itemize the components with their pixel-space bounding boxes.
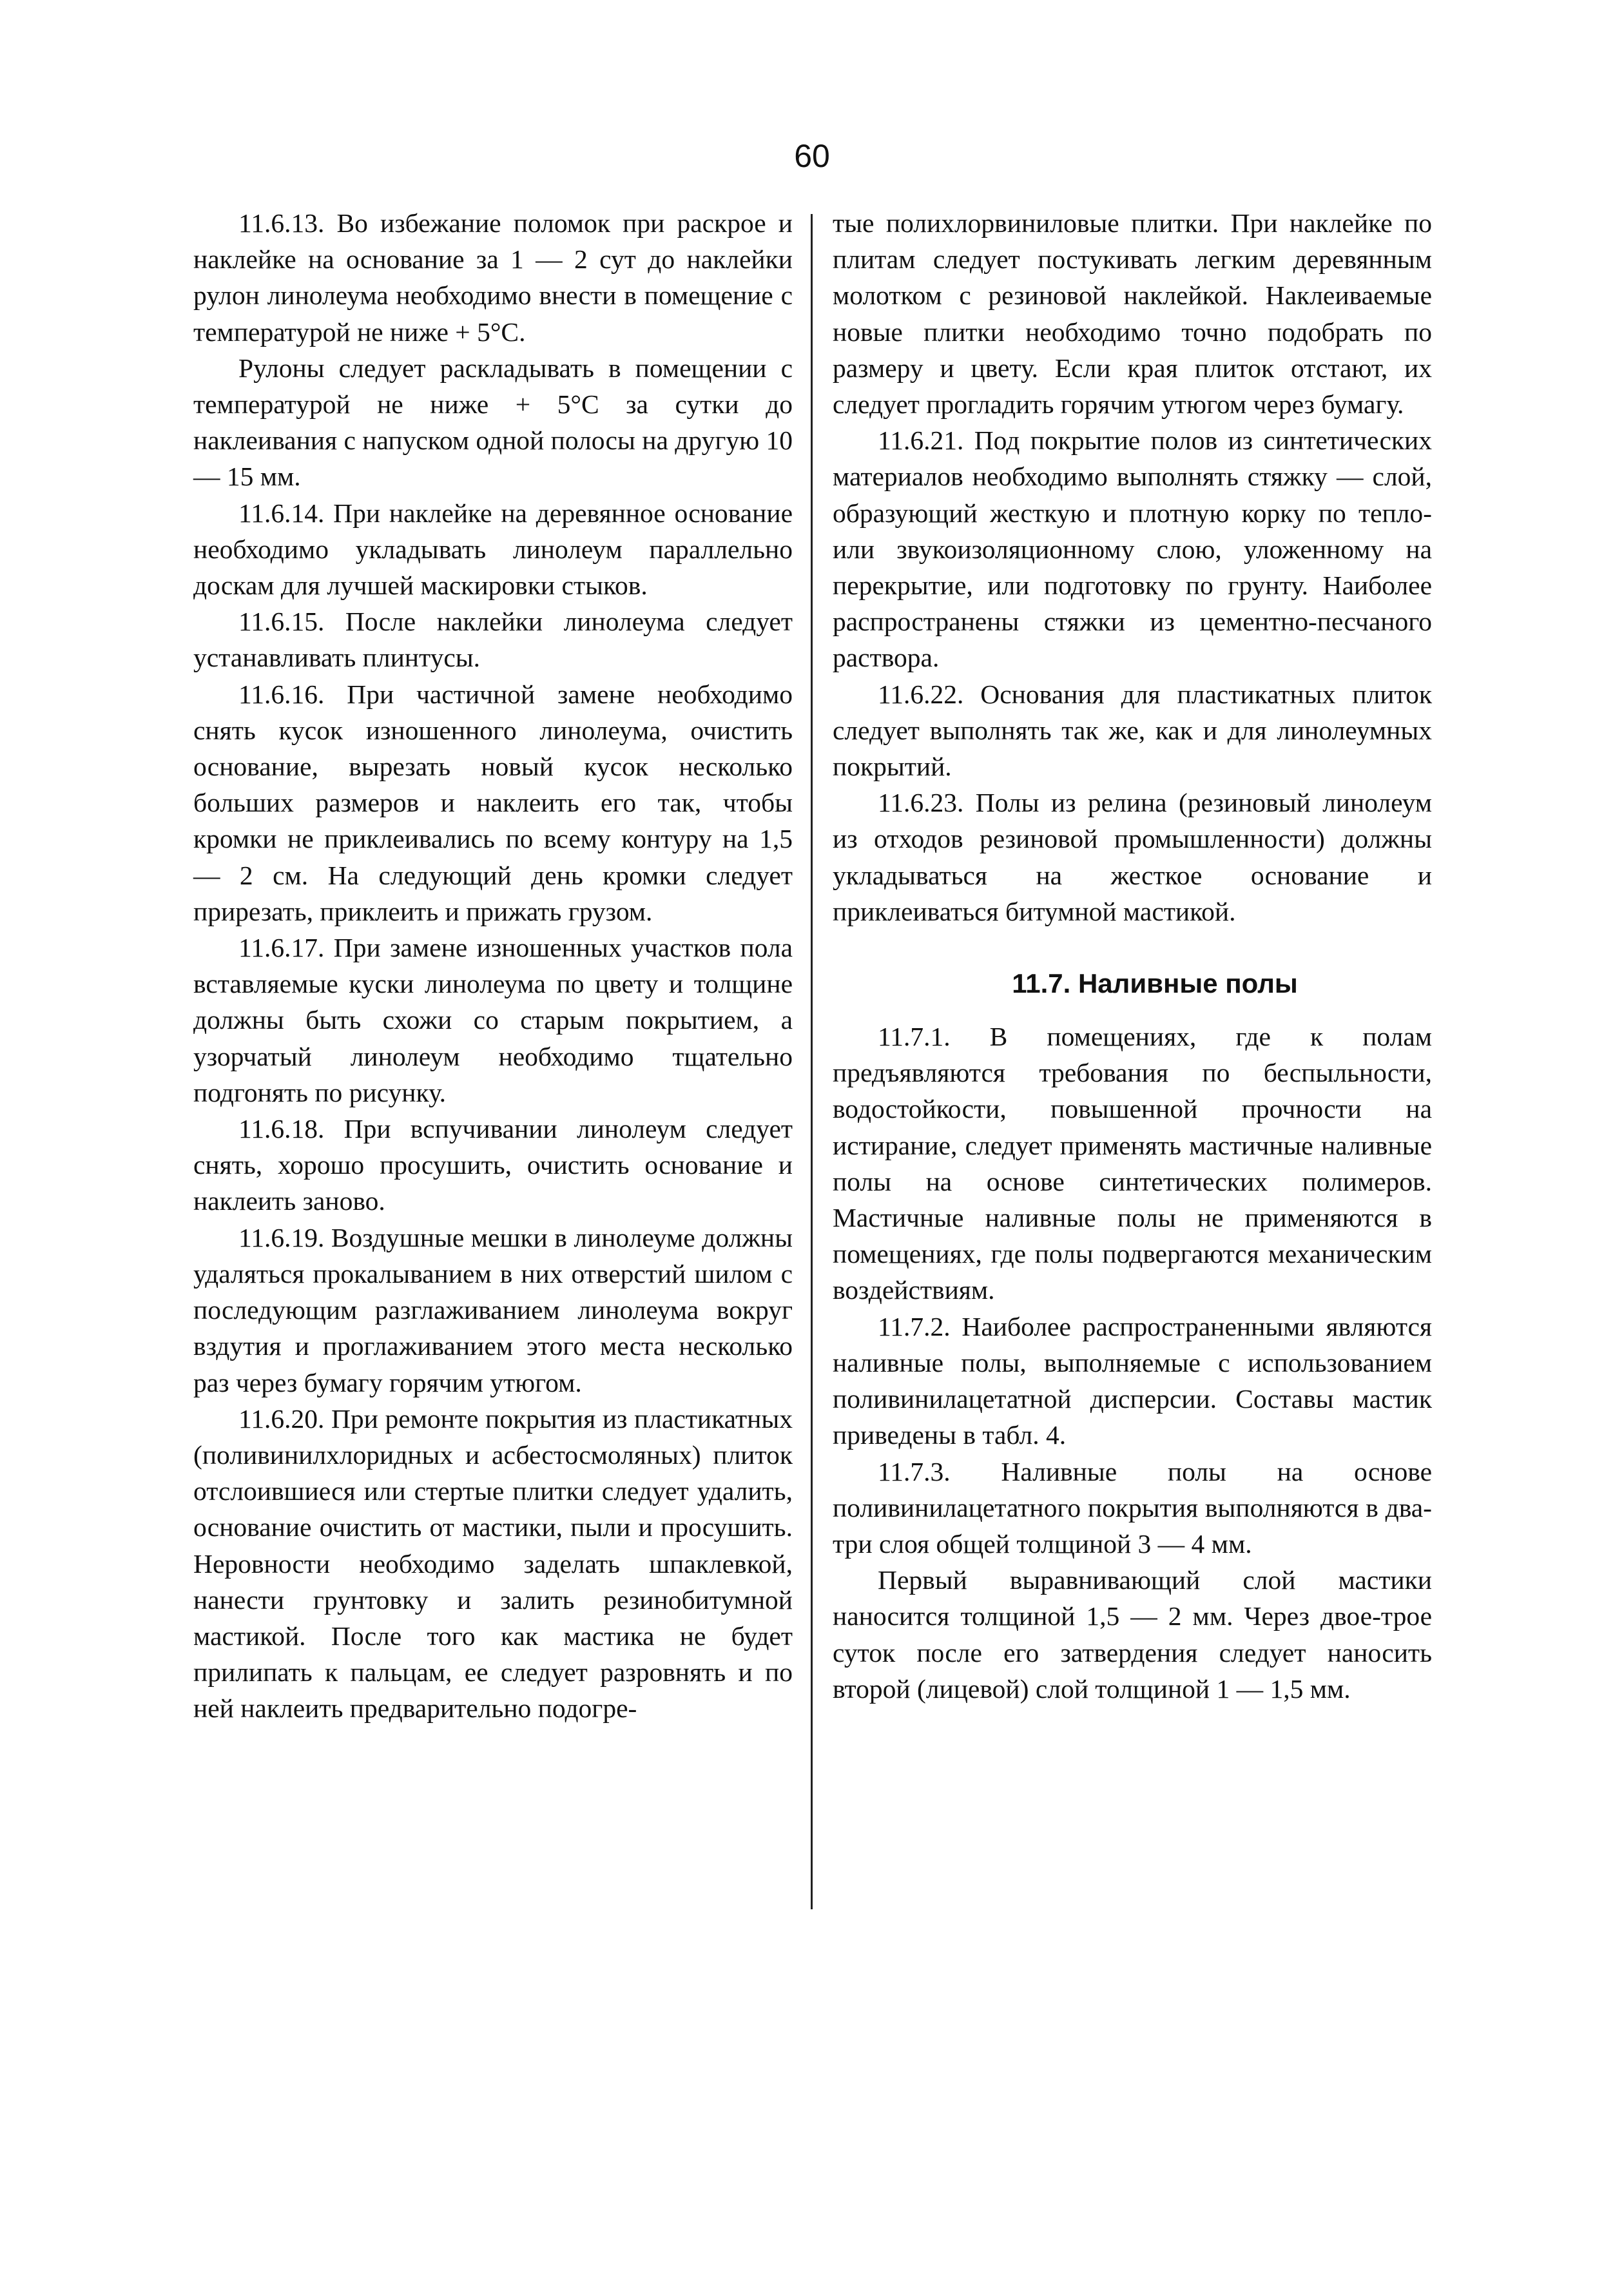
paragraph-rolls-layout: Рулоны следует раскладывать в помещении с температурой не ниже + 5°С за сутки до наклеивания с напуском одной полосы на другую 10 — 15 мм. xyxy=(193,353,793,492)
page-number: 60 xyxy=(794,138,830,174)
paragraph-11-6-18: 11.6.18. При вспучивании линолеум следует снять, хорошо просушить, очистить основание и наклеить заново. xyxy=(193,1114,793,1216)
paragraph-11-6-13: 11.6.13. Во избежание поломок при раскрое и наклейке на основание за 1 — 2 сут до наклейки рулон линолеума необходимо внести в помещение с температурой не ниже + 5°С. xyxy=(193,208,793,347)
section-heading: 11.7. Наливные полы xyxy=(1012,968,1298,999)
paragraph-11-6-14: 11.6.14. При наклейке на деревянное основание необходимо укладывать линолеум параллельно доскам для лучшей маскировки стыков. xyxy=(193,498,793,601)
paragraph-first-layer: Первый выравнивающий слой мастики наносится толщиной 1,5 — 2 мм. Через двое-трое суток после его затвердения следует наносить второй (лицевой) слой толщиной 1 — 1,5 мм. xyxy=(833,1565,1432,1704)
paragraph-11-6-16: 11.6.16. При частичной замене необходимо снять кусок изношенного линолеума, очистить основание, вырезать новый кусок несколько больших размеров и наклеить его так, чтобы кромки не приклеивались по всему контуру на 1,5 — 2 см. На следующий день кромки следует прирезать, приклеить и прижать грузом. xyxy=(193,679,793,926)
paragraph-11-6-20: 11.6.20. При ремонте покрытия из пластикатных (поливинилхлоридных и асбестосмоляных) плиток отслоившиеся или стертые плитки следует удалить, основание очистить от мастики, пыли и просушить. Неровности необходимо заделать шпаклевкой, нанести грунтовку и залить резинобитумной мастикой. После того как мастика не будет прилипать к пальцам, ее следует разровнять и по ней наклеить предварительно подогре- xyxy=(193,1403,793,1724)
column-divider xyxy=(811,214,813,1909)
right-column xyxy=(833,205,1432,1707)
paragraph-11-6-23: 11.6.23. Полы из релина (резиновый линолеум из отходов резиновой промышленности) должны укладываться на жесткое основание и приклеиваться битумной мастикой. xyxy=(833,788,1432,926)
paragraph-11-6-22: 11.6.22. Основания для пластикатных плиток следует выполнять так же, как и для линолеумных покрытий. xyxy=(833,679,1432,782)
left-column xyxy=(193,205,793,1727)
section-spacer xyxy=(833,930,1432,966)
paragraph-11-6-15: 11.6.15. После наклейки линолеума следует устанавливать плинтусы. xyxy=(193,607,793,673)
heading-spacer xyxy=(833,1002,1432,1018)
paragraph-11-7-2: 11.7.2. Наиболее распространенными являются наливные полы, выполняемые с использованием поливинилацетатной дисперсии. Составы мастик приведены в табл. 4. xyxy=(833,1311,1432,1450)
paragraph-11-7-3: 11.7.3. Наливные полы на основе поливинилацетатного покрытия выполняются в два-три слоя общей толщиной 3 — 4 мм. xyxy=(833,1456,1432,1559)
paragraph-11-6-19: 11.6.19. Воздушные мешки в линолеуме должны удаляться прокалыванием в них отверстий шилом с последующим разглаживанием линолеума вокруг вздутия и проглаживанием этого места несколько раз через бумагу горячим утюгом. xyxy=(193,1222,793,1397)
paragraph-11-6-20-continued: тые полихлорвиниловые плитки. При наклейке по плитам следует постукивать легким деревянным молотком с резиновой наклейкой. Наклеиваемые новые плитки необходимо точно подобрать по размеру и цвету. Если края плиток отстают, их следует прогладить горячим утюгом через бумагу. xyxy=(833,208,1432,420)
paragraph-11-6-21: 11.6.21. Под покрытие полов из синтетических материалов необходимо выполнять стяжку — слой, образующий жесткую и плотную корку по тепло- или звукоизоляционному слою, уложенному на перекрытие, или подготовку по грунту. Наиболее распространены стяжки из цементно-песчаного раствора. xyxy=(833,425,1432,673)
paragraph-11-6-17: 11.6.17. При замене изношенных участков пола вставляемые куски линолеума по цвету и толщине должны быть схожи со старым покрытием, а узорчатый линолеум необходимо тщательно подгонять по рисунку. xyxy=(193,933,793,1107)
paragraph-11-7-1: 11.7.1. В помещениях, где к полам предъявляются требования по беспыльности, водостойкости, повышенной прочности на истирание, следует применять мастичные наливные полы на основе синтетических полимеров. Мастичные наливные полы не применяются в помещениях, где полы подвергаются механическим воздействиям. xyxy=(833,1022,1432,1305)
